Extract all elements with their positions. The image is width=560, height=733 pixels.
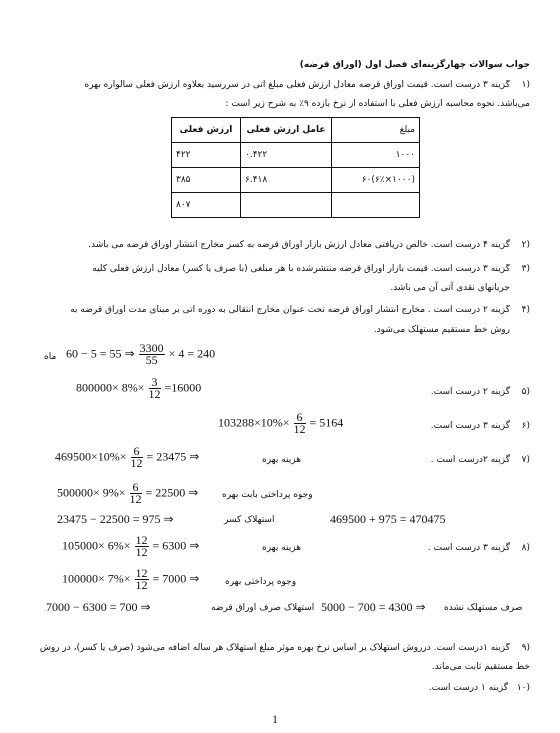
fraction-numerator: 12 [135,533,148,547]
q4-line1: گزینه ۲ درست است . مخارج انتشار اوراق قرضه تحت عنوان مخارج انتقالی به دوره آتی بر مبنای مدت اوراق قرضه به [70,305,510,315]
present-value-table [171,117,420,218]
table-cell: ۴۲۲ [172,143,241,168]
q10-number: ۱۰) [516,683,530,693]
table-row [172,193,420,218]
eq-left: 469500×10%× [55,449,127,464]
eq-left: 800000× 8%× [76,380,145,395]
eq-right: = 5164 [309,415,344,430]
q8-amortization-label: استهلاک صرف اوراق قرضه [211,603,315,613]
q4-unit: ماه [44,352,57,362]
q1-number: ۱) [521,80,530,90]
q7-payment-label: وجوه پرداختی بابت بهره [222,490,313,500]
q6-number: ۶) [521,421,530,431]
q7-equation-interest [55,446,199,469]
fraction-numerator: 3 [149,377,161,389]
eq-right: = 22500 ⇒ [145,485,199,500]
fraction-denominator: 55 [145,353,158,367]
q8-equation-interest [62,535,199,558]
q8-payment-label: وجوه پرداختی بهره [225,577,297,587]
eq-left: 100000× 7%× [62,571,131,586]
q8-equation-unamortized: 5000 − 700 = 4300 ⇒ [321,600,426,614]
q5-equation [76,377,201,400]
table-row [172,143,420,168]
q5-number: ۵) [521,387,530,397]
q7-text: گزینه ۲درست است . [430,455,510,465]
fraction-denominator: 12 [129,492,142,506]
fraction [135,568,149,591]
fraction-numerator: 6 [294,412,306,424]
fraction [149,377,161,400]
q2-text: گزینه ۴ درست است. خالص دریافتی معادل ارزش بازار اوراق قرضه به کسر مخارج انتشار اوراق قرضه می باشد. [88,240,510,250]
fraction-numerator: 6 [130,482,142,494]
table-cell: (۱۰۰۰×۶٪)۶۰ [332,168,420,193]
table-cell: ۶.۴۱۸ [241,168,332,193]
eq-right: = 23475 ⇒ [146,449,200,464]
q8-text: گزینه ۳ درست است . [427,543,510,553]
q4-equation [66,343,215,366]
fraction-numerator: 12 [135,566,148,580]
q6-text: گزینه ۳ درست است. [430,421,510,431]
fraction [130,482,142,505]
fraction [135,535,149,558]
q8-equation-amortization: 7000 − 6300 = 700 ⇒ [46,600,151,614]
fraction-denominator: 12 [148,387,161,401]
q8-equation-payment [62,568,199,591]
page-number: 1 [272,712,278,726]
q4-line2: روش خط مستقیم مستهلک می‌شود. [373,325,510,335]
fraction-numerator: 6 [131,446,143,458]
eq-right: = 7000 ⇒ [152,571,200,586]
eq-right: × 4 = 240 [168,346,216,361]
q3-number: ۳) [521,264,530,274]
q1-line1: گزینه ۳ درست است. قیمت اوراق قرضه معادل ارزش فعلی مبلغ آتی در سررسید بعلاوه ارزش فعلی سالواره بهره [84,80,510,90]
q9-number: ۹) [521,643,530,653]
q7-equation-amortization: 23475 − 22500 = 975 ⇒ [57,512,174,526]
fraction-denominator: 12 [135,545,148,559]
table-header-present-value: ارزش فعلی [172,118,241,143]
q2-number: ۲) [521,240,530,250]
q7-number: ۷) [521,455,530,465]
q9-line2: خط مستقیم ثابت می‌ماند. [431,662,530,672]
table-header-pv-factor: عامل ارزش فعلی [241,118,332,143]
page-title: جواب سوالات چهارگزینه‌ای فصل اول (اوراق قرضه) [299,60,530,70]
q3-line2: جریانهای نقدی آتی آن می باشد. [390,283,510,293]
fraction-denominator: 12 [293,422,306,436]
q8-unamortized-label: صرف مستهلک نشده [444,603,523,613]
q8-number: ۸) [521,543,530,553]
fraction [294,412,306,435]
table-cell: ۸۰۷ [172,193,241,218]
eq-right: = 6300 ⇒ [152,538,200,553]
q8-interest-label: هزینه بهره [262,543,301,553]
q4-number: ۴) [521,305,530,315]
fraction-denominator: 12 [135,578,148,592]
table-row [172,168,420,193]
q1-line2: می‌باشد. نحوه محاسبه ارزش فعلی با استفاده از نرخ بازده ۹٪ به شرح زیر است : [225,99,530,109]
q10-text: گزینه ۱ درست است. [428,683,508,693]
table-cell: ۱۰۰۰ [332,143,420,168]
q7-amortization-label: استهلاک کسر [224,515,275,525]
q7-result: 469500 + 975 = 470475 [330,512,446,526]
table-header-amount: مبلغ [332,118,420,143]
eq-left: 105000× 6%× [62,538,131,553]
q7-interest-label: هزینه بهره [262,455,301,465]
eq-left: 103288×10%× [218,415,290,430]
fraction [131,446,143,469]
q5-text: گزینه ۲ درست است. [430,387,510,397]
fraction [139,343,165,366]
table-cell: ۳۸۵ [172,168,241,193]
table-cell: ۰.۴۲۲ [241,143,332,168]
table-cell [241,193,332,218]
fraction-denominator: 12 [130,456,143,470]
q7-equation-payment [57,482,198,505]
table-cell [332,193,420,218]
eq-right: =16000 [164,380,202,395]
q3-line1: گزینه ۳ درست است. قیمت بازار اوراق قرضه منتشرشده با هر مبلغی (با صرف یا کسر) معادل ارزش فعلی کلیه [92,264,510,274]
q6-equation [218,412,343,435]
fraction-numerator: 3300 [139,341,164,355]
eq-left: 500000× 9%× [57,485,126,500]
table-header-row [172,118,420,143]
q9-line1: گزینه ۱درست است. درروش استهلاک بر اساس نرخ بهره موثر مبلغ استهلاک هر ساله اضافه می‌شود (صرف یا کسر)، در روش [40,643,510,653]
eq-left: 60 − 5 = 55 ⇒ [66,346,135,361]
